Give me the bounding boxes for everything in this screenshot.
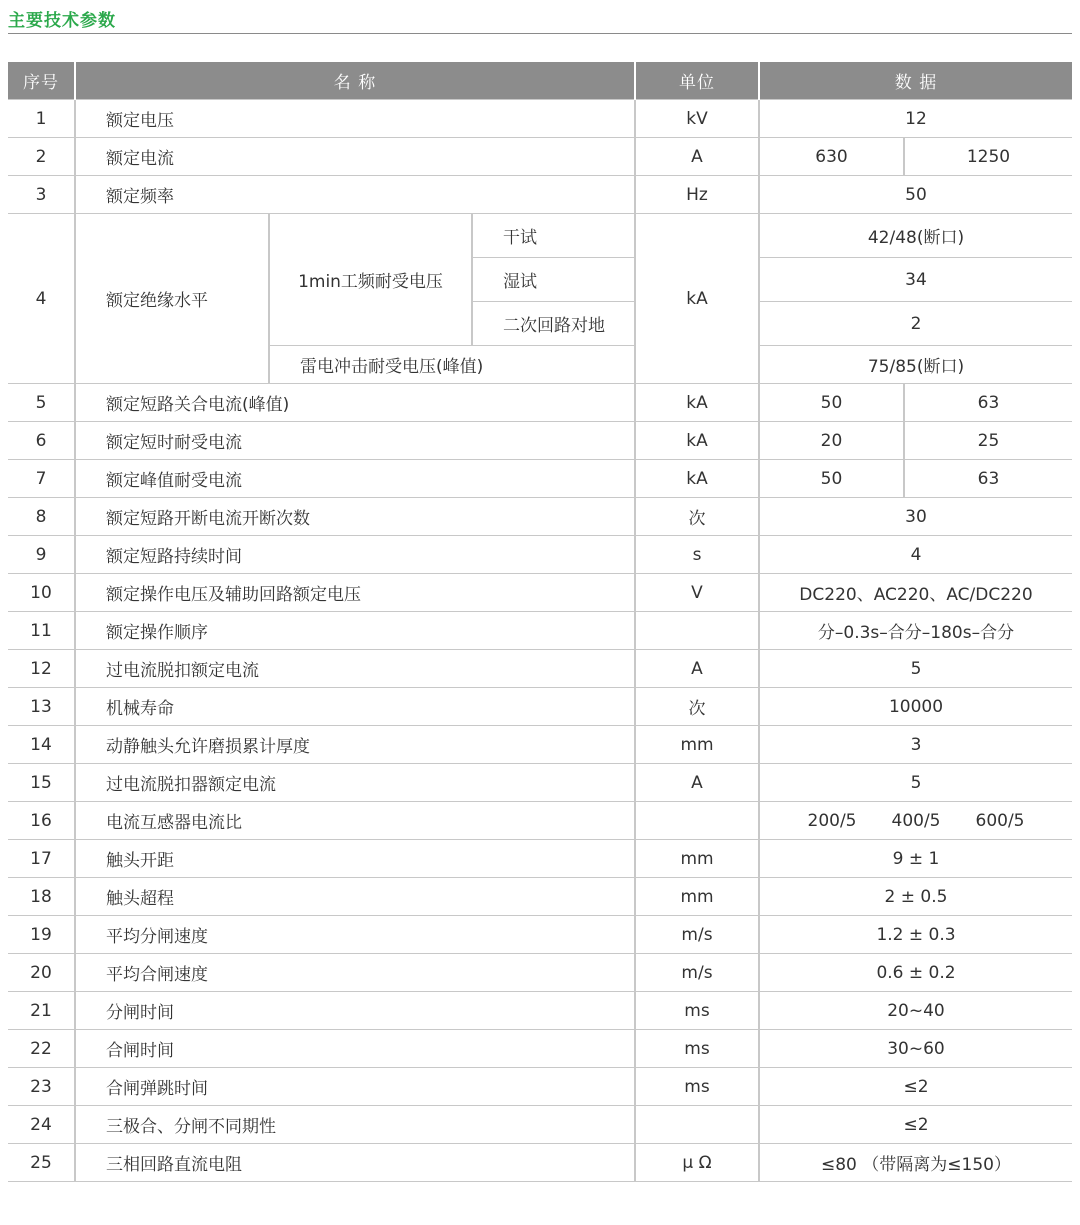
row-value-b: 25	[904, 422, 1072, 460]
row-unit: ms	[635, 1068, 759, 1106]
row-name: 过电流脱扣器额定电流	[75, 764, 635, 802]
row-no: 20	[8, 954, 75, 992]
row-unit: kA	[635, 460, 759, 498]
row-unit: A	[635, 764, 759, 802]
row-no: 10	[8, 574, 75, 612]
row-no: 7	[8, 460, 75, 498]
row-no: 24	[8, 1106, 75, 1144]
secondary-circuit-label: 二次回路对地	[472, 302, 635, 346]
row-name: 触头超程	[75, 878, 635, 916]
row-value-b: 63	[904, 460, 1072, 498]
row-name: 额定操作顺序	[75, 612, 635, 650]
table-row	[8, 992, 1072, 1030]
table-row	[8, 422, 1072, 460]
table-row	[8, 802, 1072, 840]
table-row	[8, 384, 1072, 422]
row-name: 额定短路持续时间	[75, 536, 635, 574]
row-no: 13	[8, 688, 75, 726]
row-name: 合闸弹跳时间	[75, 1068, 635, 1106]
row-value: 0.6 ± 0.2	[759, 954, 1072, 992]
table-row	[8, 1106, 1072, 1144]
row-name: 三极合、分闸不同期性	[75, 1106, 635, 1144]
lightning-impulse-label: 雷电冲击耐受电压(峰值)	[269, 346, 635, 384]
ct-ratio: 200/5	[807, 810, 857, 831]
row-no: 11	[8, 612, 75, 650]
wet-test-value: 34	[759, 258, 1072, 302]
row-value: ≤2	[759, 1068, 1072, 1106]
dry-test-value: 42/48(断口)	[759, 214, 1072, 258]
lightning-impulse-value: 75/85(断口)	[759, 346, 1072, 384]
row-value: 9 ± 1	[759, 840, 1072, 878]
row-unit: mm	[635, 878, 759, 916]
table-row	[8, 612, 1072, 650]
row-unit	[635, 802, 759, 840]
row-no: 9	[8, 536, 75, 574]
row-value: 2 ± 0.5	[759, 878, 1072, 916]
table-row	[8, 460, 1072, 498]
row-name: 额定绝缘水平	[75, 214, 269, 384]
row-no: 23	[8, 1068, 75, 1106]
row-no: 21	[8, 992, 75, 1030]
row-name: 额定操作电压及辅助回路额定电压	[75, 574, 635, 612]
row-name: 平均合闸速度	[75, 954, 635, 992]
row-name: 额定短路开断电流开断次数	[75, 498, 635, 536]
row-unit: V	[635, 574, 759, 612]
row-unit: 次	[635, 688, 759, 726]
row-unit	[635, 612, 759, 650]
row-value: 3	[759, 726, 1072, 764]
table-row	[8, 650, 1072, 688]
row-no: 25	[8, 1144, 75, 1182]
table-row	[8, 498, 1072, 536]
row-value: 30	[759, 498, 1072, 536]
row-value: 4	[759, 536, 1072, 574]
row-unit: ms	[635, 992, 759, 1030]
row-unit	[635, 1106, 759, 1144]
row-no: 22	[8, 1030, 75, 1068]
table-row	[8, 138, 1072, 176]
row-name: 触头开距	[75, 840, 635, 878]
row-no: 17	[8, 840, 75, 878]
row-name: 动静触头允许磨损累计厚度	[75, 726, 635, 764]
row-unit: A	[635, 138, 759, 176]
row-no: 16	[8, 802, 75, 840]
row-no: 8	[8, 498, 75, 536]
table-row	[8, 214, 1072, 258]
row-unit: ms	[635, 1030, 759, 1068]
header-no: 序号	[8, 62, 75, 100]
ct-ratio: 400/5	[891, 810, 941, 831]
row-value: 5	[759, 650, 1072, 688]
table-row	[8, 1068, 1072, 1106]
table-row	[8, 688, 1072, 726]
table-row	[8, 100, 1072, 138]
row-value: 20~40	[759, 992, 1072, 1030]
table-row	[8, 916, 1072, 954]
section-title: 主要技术参数	[8, 11, 116, 31]
row-name: 额定峰值耐受电流	[75, 460, 635, 498]
table-row	[8, 176, 1072, 214]
table-row	[8, 954, 1072, 992]
row-unit: kA	[635, 384, 759, 422]
row-no: 1	[8, 100, 75, 138]
row-name: 额定短路关合电流(峰值)	[75, 384, 635, 422]
row-unit: mm	[635, 726, 759, 764]
row-unit: s	[635, 536, 759, 574]
row-unit: μ Ω	[635, 1144, 759, 1182]
header-data: 数 据	[759, 62, 1072, 100]
row-unit: m/s	[635, 916, 759, 954]
row-value-a: 50	[759, 460, 904, 498]
row-value: 10000	[759, 688, 1072, 726]
table-row	[8, 1144, 1072, 1182]
row-no: 2	[8, 138, 75, 176]
header-unit: 单位	[635, 62, 759, 100]
freq-withstand-label: 1min工频耐受电压	[269, 214, 472, 346]
dry-test-label: 干试	[472, 214, 635, 258]
row-name: 三相回路直流电阻	[75, 1144, 635, 1182]
row-value-a: 50	[759, 384, 904, 422]
wet-test-label: 湿试	[472, 258, 635, 302]
table-row	[8, 536, 1072, 574]
row-value-b: 63	[904, 384, 1072, 422]
row-unit: Hz	[635, 176, 759, 214]
table-row	[8, 878, 1072, 916]
table-header-row	[8, 62, 1072, 100]
title-divider	[8, 33, 1072, 34]
row-name: 合闸时间	[75, 1030, 635, 1068]
row-value-a: 630	[759, 138, 904, 176]
ct-ratio-values	[759, 802, 1072, 840]
header-name: 名 称	[75, 62, 635, 100]
row-value: 50	[759, 176, 1072, 214]
row-no: 18	[8, 878, 75, 916]
row-unit: kA	[635, 214, 759, 384]
table-row	[8, 764, 1072, 802]
secondary-circuit-value: 2	[759, 302, 1072, 346]
row-name: 额定短时耐受电流	[75, 422, 635, 460]
table-row	[8, 726, 1072, 764]
row-name: 过电流脱扣额定电流	[75, 650, 635, 688]
row-no: 19	[8, 916, 75, 954]
row-name: 额定电压	[75, 100, 635, 138]
row-value: 12	[759, 100, 1072, 138]
row-no: 14	[8, 726, 75, 764]
row-value: 5	[759, 764, 1072, 802]
spec-table	[8, 62, 1072, 1182]
row-no: 15	[8, 764, 75, 802]
row-name: 电流互感器电流比	[75, 802, 635, 840]
table-row	[8, 1030, 1072, 1068]
ct-ratio: 600/5	[975, 810, 1025, 831]
row-value: 30~60	[759, 1030, 1072, 1068]
row-unit: kV	[635, 100, 759, 138]
row-value: ≤2	[759, 1106, 1072, 1144]
row-no: 12	[8, 650, 75, 688]
row-no: 5	[8, 384, 75, 422]
table-row	[8, 574, 1072, 612]
row-value-a: 20	[759, 422, 904, 460]
row-value: DC220、AC220、AC/DC220	[759, 574, 1072, 612]
row-name: 平均分闸速度	[75, 916, 635, 954]
row-name: 机械寿命	[75, 688, 635, 726]
row-unit: mm	[635, 840, 759, 878]
row-value-b: 1250	[904, 138, 1072, 176]
row-unit: kA	[635, 422, 759, 460]
row-unit: 次	[635, 498, 759, 536]
table-row	[8, 840, 1072, 878]
row-value: 分–0.3s–合分–180s–合分	[759, 612, 1072, 650]
row-unit: A	[635, 650, 759, 688]
row-no: 4	[8, 214, 75, 384]
row-name: 额定电流	[75, 138, 635, 176]
row-no: 6	[8, 422, 75, 460]
row-name: 额定频率	[75, 176, 635, 214]
row-unit: m/s	[635, 954, 759, 992]
row-value: ≤80 （带隔离为≤150）	[759, 1144, 1072, 1182]
row-name: 分闸时间	[75, 992, 635, 1030]
row-no: 3	[8, 176, 75, 214]
row-value: 1.2 ± 0.3	[759, 916, 1072, 954]
